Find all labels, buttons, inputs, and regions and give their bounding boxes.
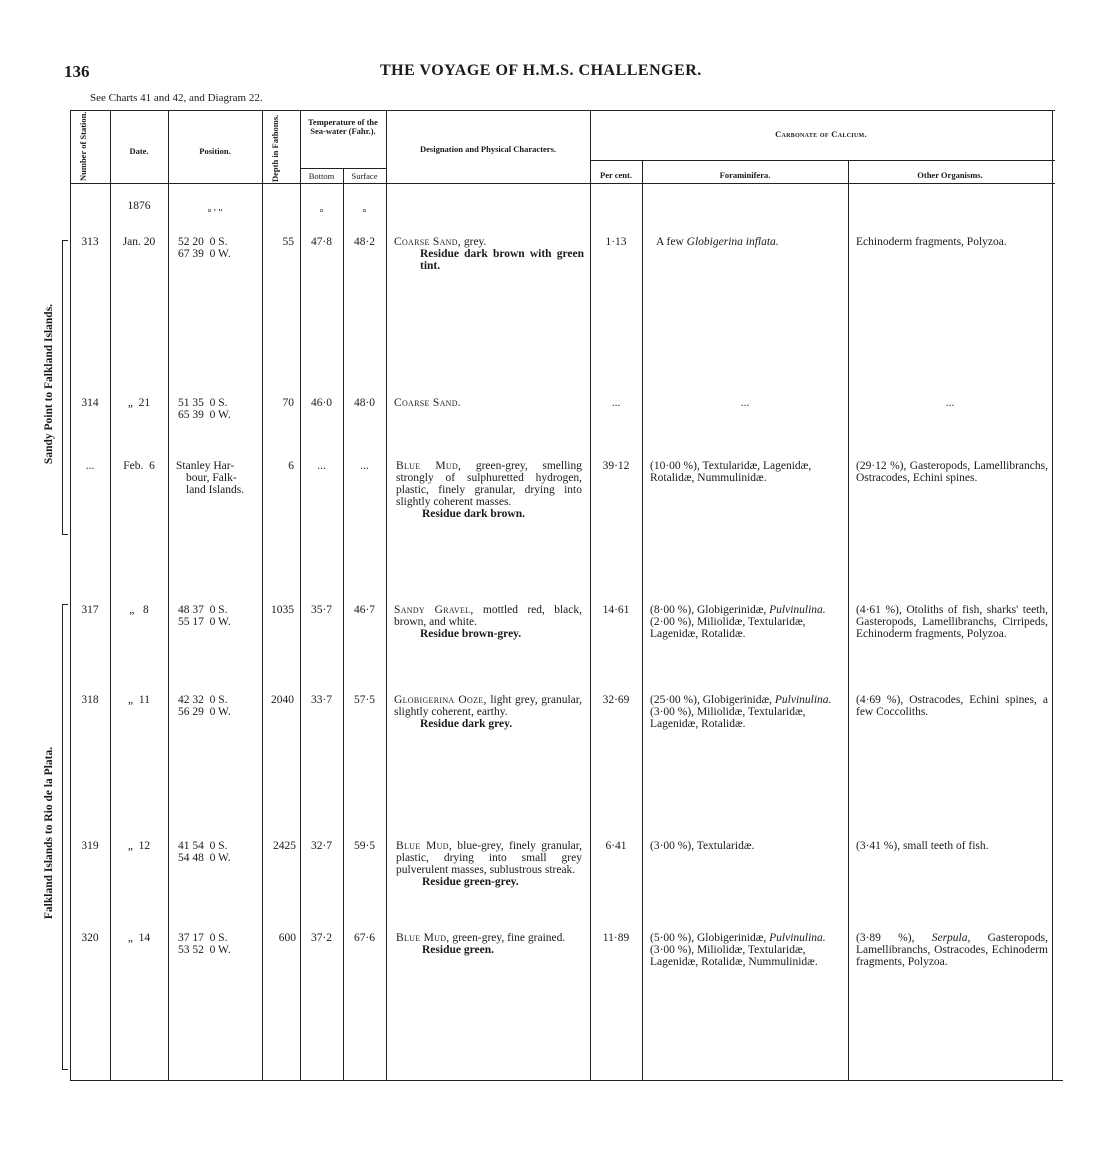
deposit-text: grey. xyxy=(460,236,487,248)
depth: 2040 xyxy=(271,694,294,706)
position-lat: 41 54 0 S. xyxy=(178,840,228,852)
col-rule xyxy=(642,160,643,1080)
station-number: 318 xyxy=(81,694,99,706)
col-header-station: Number of Station. xyxy=(78,111,88,181)
date: „ 8 xyxy=(129,604,149,616)
date: „ 11 xyxy=(128,694,150,706)
position-lon: 56 29 0 W. xyxy=(178,706,231,718)
position-lat: 51 35 0 S. xyxy=(178,397,228,409)
col-header-other: Other Organisms. xyxy=(917,170,983,180)
col-header-bottom: Bottom xyxy=(308,171,335,181)
station-number: 314 xyxy=(81,397,99,409)
region-label-falkland: Falkland Islands to Rio de la Plata. xyxy=(43,746,55,920)
foram-text: (25·00 %), Globigerinidæ, xyxy=(650,694,775,706)
position-lon: 53 52 0 W. xyxy=(178,944,231,956)
deposit-name: Blue Mud, xyxy=(396,840,452,852)
deposit-name: Globigerina Ooze, xyxy=(394,694,487,706)
deposit-name: Blue Mud, xyxy=(396,932,450,944)
deposit-name: Blue Mud, xyxy=(396,460,462,472)
col-header-foraminifera: Foraminifera. xyxy=(719,170,771,180)
position-lat: 48 37 0 S. xyxy=(178,604,228,616)
position-line: land Islands. xyxy=(186,484,245,496)
station-number: 320 xyxy=(81,932,99,944)
residue: Residue brown-grey. xyxy=(420,628,522,640)
date: „ 21 xyxy=(127,397,151,409)
foram-text: (2·00 %), Miliolidæ, Textularidæ, Lagenidæ, Rotalidæ. xyxy=(650,616,806,640)
foram-text: A few xyxy=(656,236,687,248)
position-lat: 42 32 0 S. xyxy=(178,694,228,706)
position-units: ° ' ″ xyxy=(207,208,223,219)
foram-text: (5·00 %), Globigerinidæ, xyxy=(650,932,770,944)
percent: 11·89 xyxy=(602,932,630,944)
foraminifera xyxy=(650,694,842,730)
depth: 600 xyxy=(278,932,296,944)
foram-species: Pulvinulina. xyxy=(774,694,832,706)
date: Feb. 6 xyxy=(123,460,155,472)
deposit-text: blue-grey, finely granular, plastic, drying into small grey pulverulent masses, sublustrous streak. xyxy=(396,840,582,876)
running-title: THE VOYAGE OF H.M.S. CHALLENGER. xyxy=(380,62,702,79)
surface-units: ° xyxy=(362,208,367,219)
deposit-text: green-grey, fine grained. xyxy=(449,932,566,944)
designation xyxy=(396,460,582,520)
col-header-date: Date. xyxy=(129,146,149,156)
deposit-name: Coarse Sand. xyxy=(394,397,461,409)
position-lon: 55 17 0 W. xyxy=(178,616,231,628)
foram-text: (3·00 %), Miliolidæ, Textularidæ, Lagenidæ, Rotalidæ. xyxy=(650,706,806,730)
position-line: Stanley Har- xyxy=(176,460,235,472)
other-organisms: ... xyxy=(945,397,955,409)
percent: 32·69 xyxy=(602,694,630,706)
temp-bottom: 32·7 xyxy=(310,840,333,852)
residue: Residue green. xyxy=(422,944,494,956)
year-label: 1876 xyxy=(127,200,151,212)
foraminifera: ... xyxy=(740,397,750,409)
depth: 70 xyxy=(282,397,294,409)
position-lon: 67 39 0 W. xyxy=(178,248,231,260)
other-organisms: Echinoderm fragments, Polyzoa. xyxy=(856,236,1007,248)
residue: Residue dark grey. xyxy=(420,718,513,730)
foraminifera: (10·00 %), Textularidæ, Lagenidæ, Rotalidæ, Nummulinidæ. xyxy=(650,460,812,484)
foram-species: Pulvinulina. xyxy=(769,932,826,944)
depth: 6 xyxy=(288,460,294,472)
percent: ... xyxy=(611,397,621,409)
percent: 6·41 xyxy=(605,840,627,852)
designation xyxy=(396,840,582,888)
foraminifera: (3·00 %), Textularidæ. xyxy=(650,840,755,852)
temp-surface: 48·2 xyxy=(353,236,376,248)
temp-surface: 59·5 xyxy=(353,840,376,852)
other-organisms: (3·41 %), small teeth of fish. xyxy=(856,840,989,852)
temp-surface: ... xyxy=(360,460,369,472)
foram-text: (8·00 %), Globigerinidæ, xyxy=(650,604,770,616)
position-lon: 54 48 0 W. xyxy=(178,852,231,864)
col-header-carbonate: Carbonate of Calcium. xyxy=(775,129,867,139)
other-text: (3·89 %), xyxy=(856,932,932,944)
deposit-name: Sandy Gravel, xyxy=(394,604,474,616)
col-header-surface: Surface xyxy=(351,171,378,181)
depth: 1035 xyxy=(271,604,294,616)
temp-bottom: 33·7 xyxy=(310,694,333,706)
temp-bottom: 37·2 xyxy=(310,932,333,944)
date: „ 14 xyxy=(127,932,151,944)
designation xyxy=(394,694,582,730)
percent: 1·13 xyxy=(605,236,627,248)
temp-bottom: ... xyxy=(317,460,326,472)
temp-bottom: 46·0 xyxy=(310,397,333,409)
position-lat: 52 20 0 S. xyxy=(178,236,228,248)
carbonate-sub-rule xyxy=(590,160,1055,161)
foram-species: Globigerina inflata. xyxy=(686,236,779,248)
table-top-rule xyxy=(70,110,1055,111)
deposit-name: Coarse Sand, xyxy=(394,236,461,248)
residue: Residue dark brown with green tint. xyxy=(420,248,584,272)
deposit-text: green-grey, smelling strongly of sulphuretted hydrogen, plastic, finely granular, drying into slightly coherent masses. xyxy=(396,460,582,508)
col-rule xyxy=(1052,110,1053,1080)
residue: Residue dark brown. xyxy=(422,508,525,520)
position-lon: 65 39 0 W. xyxy=(178,409,231,421)
col-rule xyxy=(386,110,387,1080)
station-number: 317 xyxy=(81,604,99,616)
region-label-sandy-point: Sandy Point to Falkland Islands. xyxy=(43,303,55,465)
header-bottom-rule xyxy=(70,183,1055,184)
designation xyxy=(394,236,584,272)
temp-surface: 67·6 xyxy=(353,932,376,944)
station-number: ... xyxy=(85,460,95,472)
deposit-text: light grey, granular, slightly coherent, earthy. xyxy=(394,694,582,718)
col-rule xyxy=(168,110,169,1080)
col-header-temperature: Temperature of the Sea-water (Fahr.). xyxy=(308,117,378,136)
col-rule xyxy=(848,160,849,1080)
table-bottom-rule xyxy=(70,1080,1063,1081)
percent: 14·61 xyxy=(602,604,630,616)
temp-bottom: 47·8 xyxy=(310,236,333,248)
page-number: 136 xyxy=(64,62,90,81)
other-organisms xyxy=(856,932,1048,968)
position-line: bour, Falk- xyxy=(186,472,237,484)
residue: Residue green-grey. xyxy=(422,876,519,888)
temp-surface: 46·7 xyxy=(353,604,376,616)
temp-surface: 48·0 xyxy=(353,397,376,409)
depth: 55 xyxy=(282,236,294,248)
percent: 39·12 xyxy=(602,460,630,472)
deposit-text: mottled red, black, brown, and white. xyxy=(394,604,582,628)
foraminifera xyxy=(650,604,842,640)
col-header-depth: Depth in Fathoms. xyxy=(270,114,280,182)
foraminifera xyxy=(650,932,842,968)
station-number: 313 xyxy=(81,236,99,248)
foram-text: (3·00 %), Miliolidæ, Textularidæ, Lagenidæ, Rotalidæ, Nummulinidæ. xyxy=(650,944,818,968)
temp-bottom: 35·7 xyxy=(310,604,333,616)
col-header-designation: Designation and Physical Characters. xyxy=(420,144,556,154)
bottom-units: ° xyxy=(319,208,324,219)
position-lat: 37 17 0 S. xyxy=(178,932,228,944)
region-brace xyxy=(62,240,69,535)
depth: 2425 xyxy=(273,840,296,852)
date: „ 12 xyxy=(127,840,151,852)
foram-species: Pulvinulina. xyxy=(769,604,826,616)
foraminifera xyxy=(656,236,842,248)
designation xyxy=(394,397,584,409)
designation xyxy=(396,932,582,956)
other-organisms: (29·12 %), Gasteropods, Lamellibranchs, Ostracodes, Echini spines. xyxy=(856,460,1048,484)
date: Jan. 20 xyxy=(122,236,156,248)
col-header-position: Position. xyxy=(199,146,231,156)
other-species: Serpula, xyxy=(931,932,971,944)
temp-surface: 57·5 xyxy=(353,694,376,706)
region-brace xyxy=(62,604,69,1070)
see-note: See Charts 41 and 42, and Diagram 22. xyxy=(90,92,263,104)
col-header-percent: Per cent. xyxy=(600,170,632,180)
other-organisms: (4·61 %), Otoliths of fish, sharks' teeth, Gasteropods, Lamellibranchs, Cirripeds, Echinoderm fragments, Polyzoa. xyxy=(856,604,1048,640)
other-organisms: (4·69 %), Ostracodes, Echini spines, a few Coccoliths. xyxy=(856,694,1048,718)
designation xyxy=(394,604,582,640)
other-text: Gasteropods, Lamellibranchs, Ostracodes, Echinoderm fragments, Polyzoa. xyxy=(856,932,1048,968)
station-number: 319 xyxy=(81,840,99,852)
